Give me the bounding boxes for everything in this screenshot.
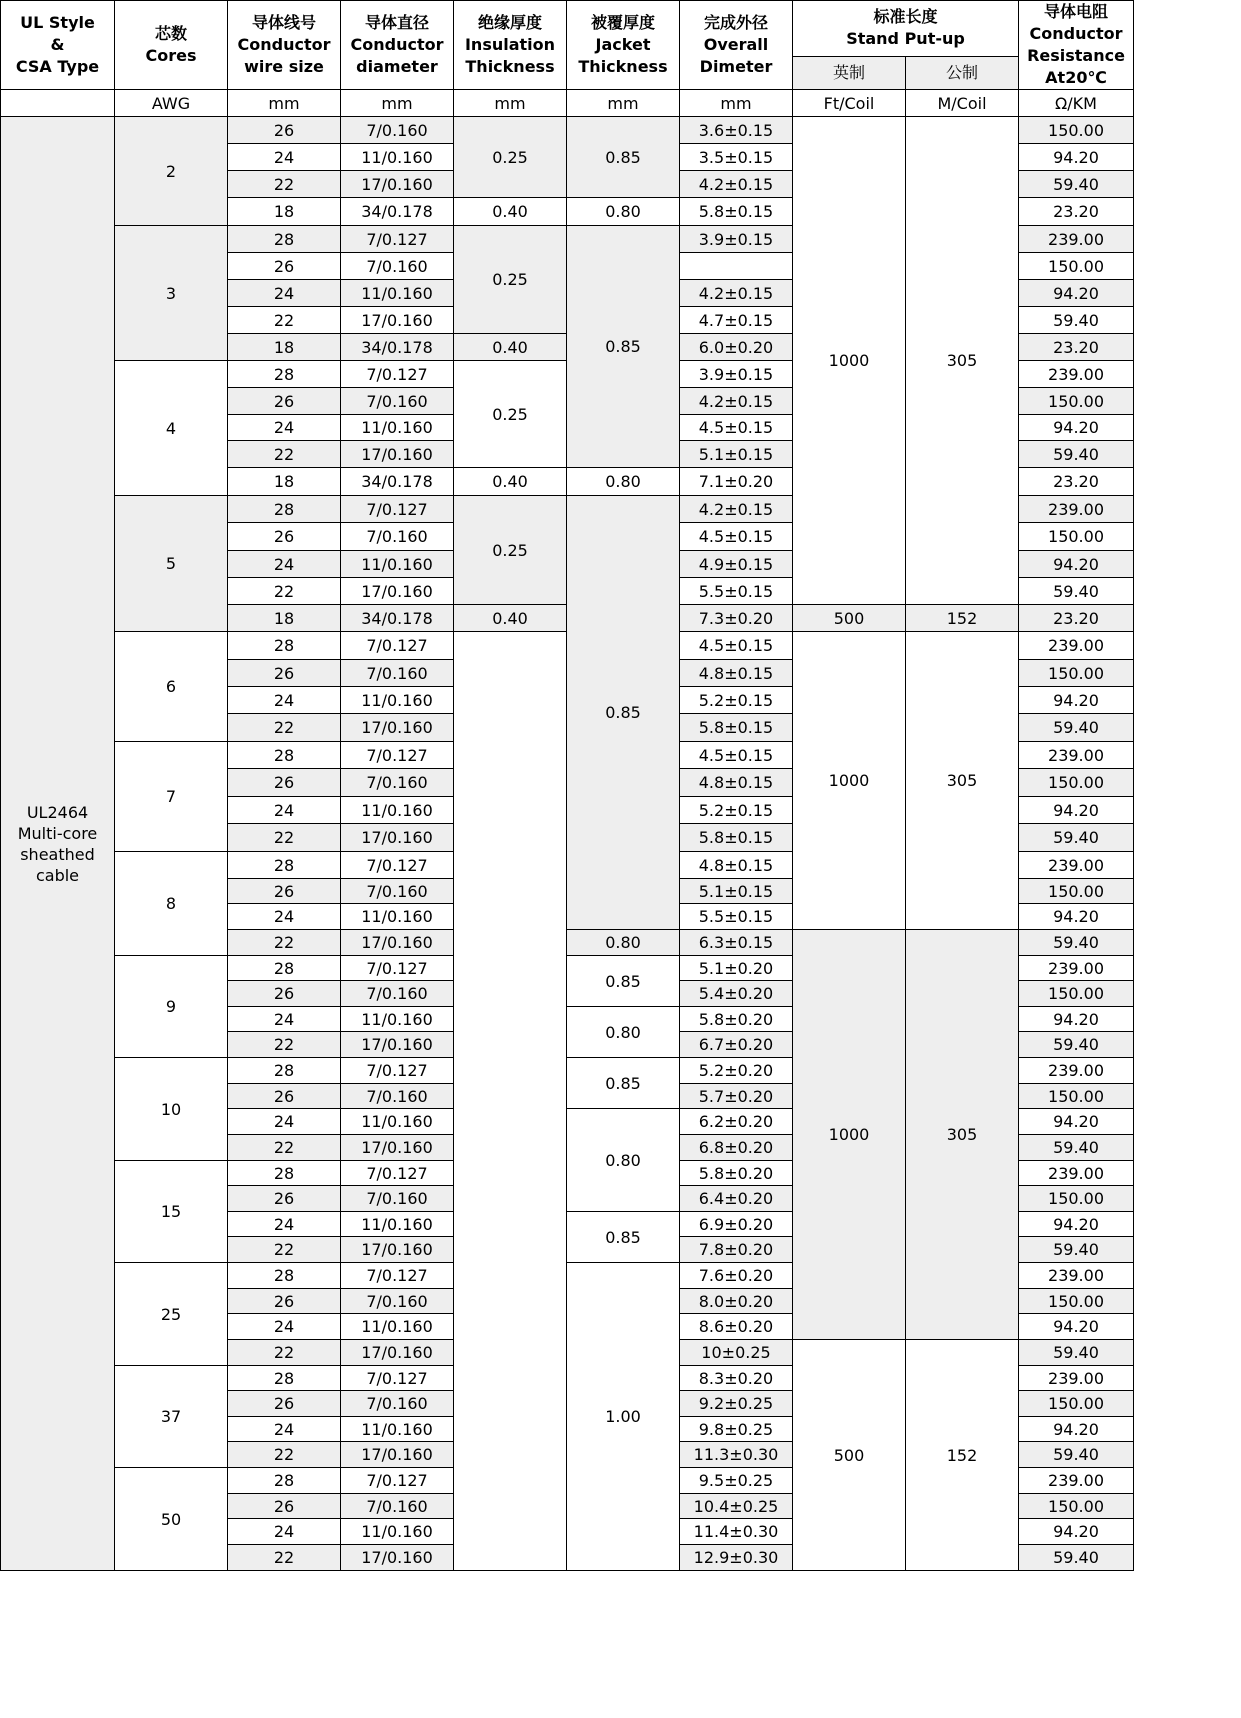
overall-diameter-cell: 7.3±0.20 <box>680 605 793 632</box>
diameter-cell: 7/0.160 <box>341 660 454 687</box>
diameter-cell: 7/0.160 <box>341 523 454 551</box>
diameter-cell: 7/0.127 <box>341 1058 454 1084</box>
overall-diameter-cell: 9.2±0.25 <box>680 1391 793 1417</box>
resistance-cell: 23.20 <box>1019 468 1134 496</box>
resistance-cell: 59.40 <box>1019 1032 1134 1058</box>
cores-cell: 6 <box>115 632 228 742</box>
wire-size-cell: 22 <box>228 1442 341 1468</box>
overall-diameter-cell: 4.2±0.15 <box>680 171 793 198</box>
resistance-cell: 239.00 <box>1019 226 1134 253</box>
insulation-cell: 0.25 <box>454 226 567 334</box>
cores-cell: 5 <box>115 496 228 632</box>
diameter-cell: 7/0.127 <box>341 1468 454 1494</box>
resistance-cell: 23.20 <box>1019 198 1134 226</box>
overall-diameter-cell: 4.9±0.15 <box>680 551 793 578</box>
overall-diameter-cell: 4.8±0.15 <box>680 852 793 879</box>
diameter-cell: 11/0.160 <box>341 551 454 578</box>
jacket-cell: 0.85 <box>567 226 680 468</box>
wire-size-cell: 22 <box>228 824 341 852</box>
diameter-cell: 11/0.160 <box>341 687 454 714</box>
wire-size-cell: 26 <box>228 117 341 144</box>
wire-size-cell: 26 <box>228 981 341 1007</box>
wire-size-cell: 22 <box>228 930 341 956</box>
overall-diameter-cell: 5.2±0.20 <box>680 1058 793 1084</box>
resistance-cell: 150.00 <box>1019 253 1134 280</box>
wire-size-cell: 28 <box>228 226 341 253</box>
diameter-cell: 34/0.178 <box>341 605 454 632</box>
table-header <box>1 1 1134 117</box>
jacket-cell: 0.80 <box>567 198 680 226</box>
header-cores: 芯数 Cores <box>115 1 228 90</box>
overall-diameter-cell: 4.5±0.15 <box>680 742 793 769</box>
wire-size-cell: 18 <box>228 198 341 226</box>
diameter-cell: 7/0.127 <box>341 496 454 523</box>
overall-diameter-cell: 4.2±0.15 <box>680 388 793 415</box>
resistance-cell: 239.00 <box>1019 1366 1134 1391</box>
diameter-cell: 7/0.127 <box>341 742 454 769</box>
insulation-cell: 0.25 <box>454 361 567 468</box>
wire-size-cell: 28 <box>228 852 341 879</box>
wire-size-cell: 22 <box>228 1237 341 1263</box>
diameter-cell: 7/0.160 <box>341 1186 454 1212</box>
resistance-cell: 239.00 <box>1019 1468 1134 1494</box>
unit-m-coil: M/Coil <box>906 90 1019 117</box>
wire-size-cell: 26 <box>228 523 341 551</box>
jacket-cell: 0.80 <box>567 930 680 956</box>
overall-diameter-cell: 7.8±0.20 <box>680 1237 793 1263</box>
diameter-cell: 17/0.160 <box>341 714 454 742</box>
wire-size-cell: 26 <box>228 1494 341 1519</box>
diameter-cell: 7/0.127 <box>341 226 454 253</box>
overall-diameter-cell: 5.5±0.15 <box>680 904 793 930</box>
cores-cell: 3 <box>115 226 228 361</box>
m-coil-cell: 305 <box>906 117 1019 605</box>
wire-size-cell: 22 <box>228 441 341 468</box>
resistance-cell: 59.40 <box>1019 930 1134 956</box>
table-body <box>1 117 1134 1571</box>
overall-diameter-cell: 3.9±0.15 <box>680 226 793 253</box>
cores-cell: 7 <box>115 742 228 852</box>
overall-diameter-cell: 10±0.25 <box>680 1340 793 1366</box>
resistance-cell: 59.40 <box>1019 1340 1134 1366</box>
cable-style-cell <box>1 117 115 1571</box>
insulation-cell: 0.40 <box>454 198 567 226</box>
insulation-cell: 0.40 <box>454 334 567 361</box>
diameter-cell: 17/0.160 <box>341 1032 454 1058</box>
jacket-cell: 0.80 <box>567 468 680 496</box>
diameter-cell: 7/0.160 <box>341 769 454 797</box>
resistance-cell: 59.40 <box>1019 171 1134 198</box>
resistance-cell: 94.20 <box>1019 1007 1134 1032</box>
overall-diameter-cell: 4.8±0.15 <box>680 660 793 687</box>
overall-diameter-cell: 3.5±0.15 <box>680 144 793 171</box>
wire-size-cell: 26 <box>228 253 341 280</box>
insulation-cell: 0.25 <box>454 496 567 605</box>
resistance-cell: 239.00 <box>1019 496 1134 523</box>
cores-cell: 25 <box>115 1263 228 1366</box>
resistance-cell: 150.00 <box>1019 1391 1134 1417</box>
overall-diameter-cell: 5.2±0.15 <box>680 687 793 714</box>
wire-size-cell: 28 <box>228 956 341 981</box>
header-conductor-diameter: 导体直径 Conductor diameter <box>341 1 454 90</box>
resistance-cell: 23.20 <box>1019 605 1134 632</box>
overall-diameter-cell: 7.6±0.20 <box>680 1263 793 1289</box>
resistance-cell: 94.20 <box>1019 687 1134 714</box>
wire-size-cell: 28 <box>228 496 341 523</box>
header-jacket-thickness: 被覆厚度 Jacket Thickness <box>567 1 680 90</box>
wire-size-cell: 22 <box>228 1340 341 1366</box>
diameter-cell: 11/0.160 <box>341 1109 454 1135</box>
cable-style-line1: UL2464 <box>26 802 89 822</box>
resistance-cell: 94.20 <box>1019 904 1134 930</box>
diameter-cell: 17/0.160 <box>341 1340 454 1366</box>
diameter-cell: 7/0.160 <box>341 981 454 1007</box>
diameter-cell: 7/0.160 <box>341 117 454 144</box>
m-coil-cell: 305 <box>906 632 1019 930</box>
wire-size-cell: 24 <box>228 1519 341 1545</box>
cores-cell: 8 <box>115 852 228 956</box>
resistance-cell: 239.00 <box>1019 1058 1134 1084</box>
jacket-cell: 0.85 <box>567 1212 680 1263</box>
resistance-cell: 94.20 <box>1019 1417 1134 1442</box>
wire-size-cell: 22 <box>228 171 341 198</box>
wire-size-cell: 22 <box>228 714 341 742</box>
overall-diameter-cell: 5.8±0.15 <box>680 714 793 742</box>
diameter-cell: 7/0.127 <box>341 1263 454 1289</box>
wire-size-cell: 18 <box>228 605 341 632</box>
unit-overall: mm <box>680 90 793 117</box>
overall-diameter-cell: 6.4±0.20 <box>680 1186 793 1212</box>
jacket-cell: 0.85 <box>567 496 680 930</box>
resistance-cell: 239.00 <box>1019 1263 1134 1289</box>
insulation-cell <box>454 632 567 1571</box>
resistance-cell: 150.00 <box>1019 1289 1134 1314</box>
overall-diameter-cell: 4.5±0.15 <box>680 523 793 551</box>
unit-wire: mm <box>228 90 341 117</box>
wire-size-cell: 28 <box>228 632 341 660</box>
overall-diameter-cell: 8.6±0.20 <box>680 1314 793 1340</box>
jacket-cell: 0.85 <box>567 1058 680 1109</box>
diameter-cell: 7/0.127 <box>341 632 454 660</box>
overall-diameter-cell: 5.7±0.20 <box>680 1084 793 1109</box>
wire-size-cell: 28 <box>228 1058 341 1084</box>
resistance-cell: 94.20 <box>1019 551 1134 578</box>
overall-diameter-cell: 6.9±0.20 <box>680 1212 793 1237</box>
unit-ft-coil: Ft/Coil <box>793 90 906 117</box>
wire-size-cell: 24 <box>228 1109 341 1135</box>
resistance-cell: 59.40 <box>1019 1545 1134 1571</box>
cable-style-line2: Multi-core <box>17 823 98 843</box>
diameter-cell: 17/0.160 <box>341 307 454 334</box>
diameter-cell: 7/0.160 <box>341 1289 454 1314</box>
insulation-cell: 0.40 <box>454 468 567 496</box>
wire-size-cell: 24 <box>228 797 341 824</box>
wire-size-cell: 24 <box>228 144 341 171</box>
unit-cores: AWG <box>115 90 228 117</box>
overall-diameter-cell: 8.0±0.20 <box>680 1289 793 1314</box>
insulation-cell: 0.25 <box>454 117 567 198</box>
m-coil-cell: 152 <box>906 605 1019 632</box>
cores-cell: 15 <box>115 1161 228 1263</box>
overall-diameter-cell: 4.2±0.15 <box>680 496 793 523</box>
m-coil-cell: 152 <box>906 1340 1019 1571</box>
overall-diameter-cell: 4.8±0.15 <box>680 769 793 797</box>
overall-diameter-cell: 9.8±0.25 <box>680 1417 793 1442</box>
overall-diameter-cell: 5.8±0.15 <box>680 824 793 852</box>
cores-cell: 2 <box>115 117 228 226</box>
cable-style-line3: sheathed cable <box>20 844 95 885</box>
resistance-cell: 59.40 <box>1019 824 1134 852</box>
wire-size-cell: 24 <box>228 415 341 441</box>
table-row <box>1 117 1134 144</box>
overall-diameter-cell: 7.1±0.20 <box>680 468 793 496</box>
wire-size-cell: 22 <box>228 1135 341 1161</box>
jacket-cell: 0.85 <box>567 956 680 1007</box>
diameter-cell: 17/0.160 <box>341 1237 454 1263</box>
overall-diameter-cell: 5.4±0.20 <box>680 981 793 1007</box>
diameter-cell: 7/0.160 <box>341 253 454 280</box>
cores-cell: 50 <box>115 1468 228 1571</box>
jacket-cell: 0.80 <box>567 1007 680 1058</box>
diameter-cell: 17/0.160 <box>341 578 454 605</box>
overall-diameter-cell: 9.5±0.25 <box>680 1468 793 1494</box>
diameter-cell: 17/0.160 <box>341 930 454 956</box>
wire-size-cell: 28 <box>228 1468 341 1494</box>
resistance-cell: 59.40 <box>1019 307 1134 334</box>
resistance-cell: 150.00 <box>1019 1186 1134 1212</box>
wire-size-cell: 22 <box>228 578 341 605</box>
wire-size-cell: 24 <box>228 687 341 714</box>
resistance-cell: 59.40 <box>1019 1135 1134 1161</box>
resistance-cell: 94.20 <box>1019 1314 1134 1340</box>
diameter-cell: 7/0.160 <box>341 1494 454 1519</box>
overall-diameter-cell: 5.1±0.15 <box>680 441 793 468</box>
overall-diameter-cell: 11.4±0.30 <box>680 1519 793 1545</box>
diameter-cell: 11/0.160 <box>341 1212 454 1237</box>
wire-size-cell: 28 <box>228 742 341 769</box>
wire-size-cell: 28 <box>228 1263 341 1289</box>
resistance-cell: 23.20 <box>1019 334 1134 361</box>
overall-diameter-cell: 5.1±0.15 <box>680 879 793 904</box>
overall-diameter-cell: 10.4±0.25 <box>680 1494 793 1519</box>
unit-diameter: mm <box>341 90 454 117</box>
overall-diameter-cell: 11.3±0.30 <box>680 1442 793 1468</box>
wire-size-cell: 24 <box>228 1417 341 1442</box>
header-overall-diameter: 完成外径 Overall Dimeter <box>680 1 793 90</box>
wire-size-cell: 24 <box>228 551 341 578</box>
cores-cell: 37 <box>115 1366 228 1468</box>
diameter-cell: 17/0.160 <box>341 1135 454 1161</box>
ft-coil-cell: 1000 <box>793 632 906 930</box>
resistance-cell: 59.40 <box>1019 441 1134 468</box>
overall-diameter-cell: 5.8±0.20 <box>680 1161 793 1186</box>
resistance-cell: 94.20 <box>1019 797 1134 824</box>
unit-insulation: mm <box>454 90 567 117</box>
resistance-cell: 150.00 <box>1019 1494 1134 1519</box>
unit-resistance: Ω/KM <box>1019 90 1134 117</box>
wire-size-cell: 24 <box>228 1212 341 1237</box>
cores-cell: 10 <box>115 1058 228 1161</box>
resistance-cell: 150.00 <box>1019 388 1134 415</box>
unit-blank <box>1 90 115 117</box>
header-metric: 公制 <box>906 56 1019 89</box>
resistance-cell: 239.00 <box>1019 361 1134 388</box>
resistance-cell: 94.20 <box>1019 1212 1134 1237</box>
m-coil-cell: 305 <box>906 930 1019 1340</box>
resistance-cell: 150.00 <box>1019 117 1134 144</box>
wire-size-cell: 26 <box>228 769 341 797</box>
resistance-cell: 59.40 <box>1019 714 1134 742</box>
diameter-cell: 7/0.160 <box>341 879 454 904</box>
overall-diameter-cell: 4.5±0.15 <box>680 632 793 660</box>
resistance-cell: 150.00 <box>1019 1084 1134 1109</box>
resistance-cell: 59.40 <box>1019 1442 1134 1468</box>
resistance-cell: 239.00 <box>1019 632 1134 660</box>
resistance-cell: 239.00 <box>1019 742 1134 769</box>
diameter-cell: 17/0.160 <box>341 1442 454 1468</box>
overall-diameter-cell: 4.2±0.15 <box>680 280 793 307</box>
ft-coil-cell: 1000 <box>793 930 906 1340</box>
diameter-cell: 7/0.160 <box>341 388 454 415</box>
wire-size-cell: 18 <box>228 468 341 496</box>
wire-size-cell: 26 <box>228 1084 341 1109</box>
diameter-cell: 7/0.160 <box>341 1391 454 1417</box>
overall-diameter-cell: 5.2±0.15 <box>680 797 793 824</box>
wire-size-cell: 24 <box>228 1314 341 1340</box>
diameter-cell: 7/0.127 <box>341 361 454 388</box>
resistance-cell: 150.00 <box>1019 981 1134 1007</box>
wire-size-cell: 24 <box>228 904 341 930</box>
diameter-cell: 17/0.160 <box>341 171 454 198</box>
resistance-cell: 239.00 <box>1019 956 1134 981</box>
wire-size-cell: 26 <box>228 879 341 904</box>
wire-size-cell: 26 <box>228 388 341 415</box>
jacket-cell: 0.80 <box>567 1109 680 1212</box>
resistance-cell: 94.20 <box>1019 144 1134 171</box>
resistance-cell: 150.00 <box>1019 879 1134 904</box>
diameter-cell: 11/0.160 <box>341 904 454 930</box>
cores-cell: 4 <box>115 361 228 496</box>
wire-size-cell: 24 <box>228 280 341 307</box>
diameter-cell: 11/0.160 <box>341 1314 454 1340</box>
insulation-cell: 0.40 <box>454 605 567 632</box>
diameter-cell: 7/0.127 <box>341 956 454 981</box>
overall-diameter-cell: 6.8±0.20 <box>680 1135 793 1161</box>
diameter-cell: 11/0.160 <box>341 797 454 824</box>
header-ul-style: UL Style & CSA Type <box>1 1 115 90</box>
diameter-cell: 11/0.160 <box>341 280 454 307</box>
wire-size-cell: 28 <box>228 361 341 388</box>
resistance-cell: 94.20 <box>1019 280 1134 307</box>
resistance-cell: 150.00 <box>1019 769 1134 797</box>
diameter-cell: 17/0.160 <box>341 824 454 852</box>
wire-size-cell: 26 <box>228 1391 341 1417</box>
ft-coil-cell: 1000 <box>793 117 906 605</box>
diameter-cell: 17/0.160 <box>341 1545 454 1571</box>
diameter-cell: 11/0.160 <box>341 1007 454 1032</box>
header-standard-length: 标准长度 Stand Put-up <box>793 1 1019 57</box>
diameter-cell: 7/0.127 <box>341 852 454 879</box>
overall-diameter-cell: 5.1±0.20 <box>680 956 793 981</box>
ft-coil-cell: 500 <box>793 1340 906 1571</box>
overall-diameter-cell: 6.7±0.20 <box>680 1032 793 1058</box>
wire-size-cell: 26 <box>228 660 341 687</box>
units-row <box>1 90 1134 117</box>
wire-size-cell: 22 <box>228 1545 341 1571</box>
overall-diameter-cell: 8.3±0.20 <box>680 1366 793 1391</box>
resistance-cell: 239.00 <box>1019 852 1134 879</box>
header-conductor-resistance: 导体电阻 Conductor Resistance At20℃ <box>1019 1 1134 90</box>
resistance-cell: 239.00 <box>1019 1161 1134 1186</box>
resistance-cell: 150.00 <box>1019 523 1134 551</box>
wire-size-cell: 28 <box>228 1366 341 1391</box>
resistance-cell: 94.20 <box>1019 1109 1134 1135</box>
diameter-cell: 34/0.178 <box>341 198 454 226</box>
resistance-cell: 150.00 <box>1019 660 1134 687</box>
wire-size-cell: 26 <box>228 1186 341 1212</box>
jacket-cell: 0.85 <box>567 117 680 198</box>
overall-diameter-cell: 6.3±0.15 <box>680 930 793 956</box>
diameter-cell: 17/0.160 <box>341 441 454 468</box>
overall-diameter-cell: 3.6±0.15 <box>680 117 793 144</box>
wire-size-cell: 22 <box>228 1032 341 1058</box>
resistance-cell: 59.40 <box>1019 1237 1134 1263</box>
header-insulation-thickness: 绝缘厚度 Insulation Thickness <box>454 1 567 90</box>
resistance-cell: 94.20 <box>1019 1519 1134 1545</box>
diameter-cell: 7/0.127 <box>341 1161 454 1186</box>
wire-size-cell: 18 <box>228 334 341 361</box>
wire-size-cell: 22 <box>228 307 341 334</box>
overall-diameter-cell: 6.2±0.20 <box>680 1109 793 1135</box>
overall-diameter-cell: 4.5±0.15 <box>680 415 793 441</box>
diameter-cell: 11/0.160 <box>341 1417 454 1442</box>
diameter-cell: 11/0.160 <box>341 144 454 171</box>
overall-diameter-cell: 5.5±0.15 <box>680 578 793 605</box>
overall-diameter-cell: 6.0±0.20 <box>680 334 793 361</box>
diameter-cell: 11/0.160 <box>341 415 454 441</box>
cores-cell: 9 <box>115 956 228 1058</box>
resistance-cell: 94.20 <box>1019 415 1134 441</box>
overall-diameter-cell <box>680 253 793 280</box>
wire-size-cell: 24 <box>228 1007 341 1032</box>
diameter-cell: 7/0.127 <box>341 1366 454 1391</box>
ft-coil-cell: 500 <box>793 605 906 632</box>
header-wire-size: 导体线号 Conductor wire size <box>228 1 341 90</box>
overall-diameter-cell: 5.8±0.20 <box>680 1007 793 1032</box>
diameter-cell: 7/0.160 <box>341 1084 454 1109</box>
header-imperial: 英制 <box>793 56 906 89</box>
jacket-cell: 1.00 <box>567 1263 680 1571</box>
resistance-cell: 59.40 <box>1019 578 1134 605</box>
wire-size-cell: 28 <box>228 1161 341 1186</box>
overall-diameter-cell: 5.8±0.15 <box>680 198 793 226</box>
diameter-cell: 34/0.178 <box>341 334 454 361</box>
unit-jacket: mm <box>567 90 680 117</box>
overall-diameter-cell: 12.9±0.30 <box>680 1545 793 1571</box>
diameter-cell: 34/0.178 <box>341 468 454 496</box>
overall-diameter-cell: 4.7±0.15 <box>680 307 793 334</box>
overall-diameter-cell: 3.9±0.15 <box>680 361 793 388</box>
diameter-cell: 11/0.160 <box>341 1519 454 1545</box>
wire-size-cell: 26 <box>228 1289 341 1314</box>
